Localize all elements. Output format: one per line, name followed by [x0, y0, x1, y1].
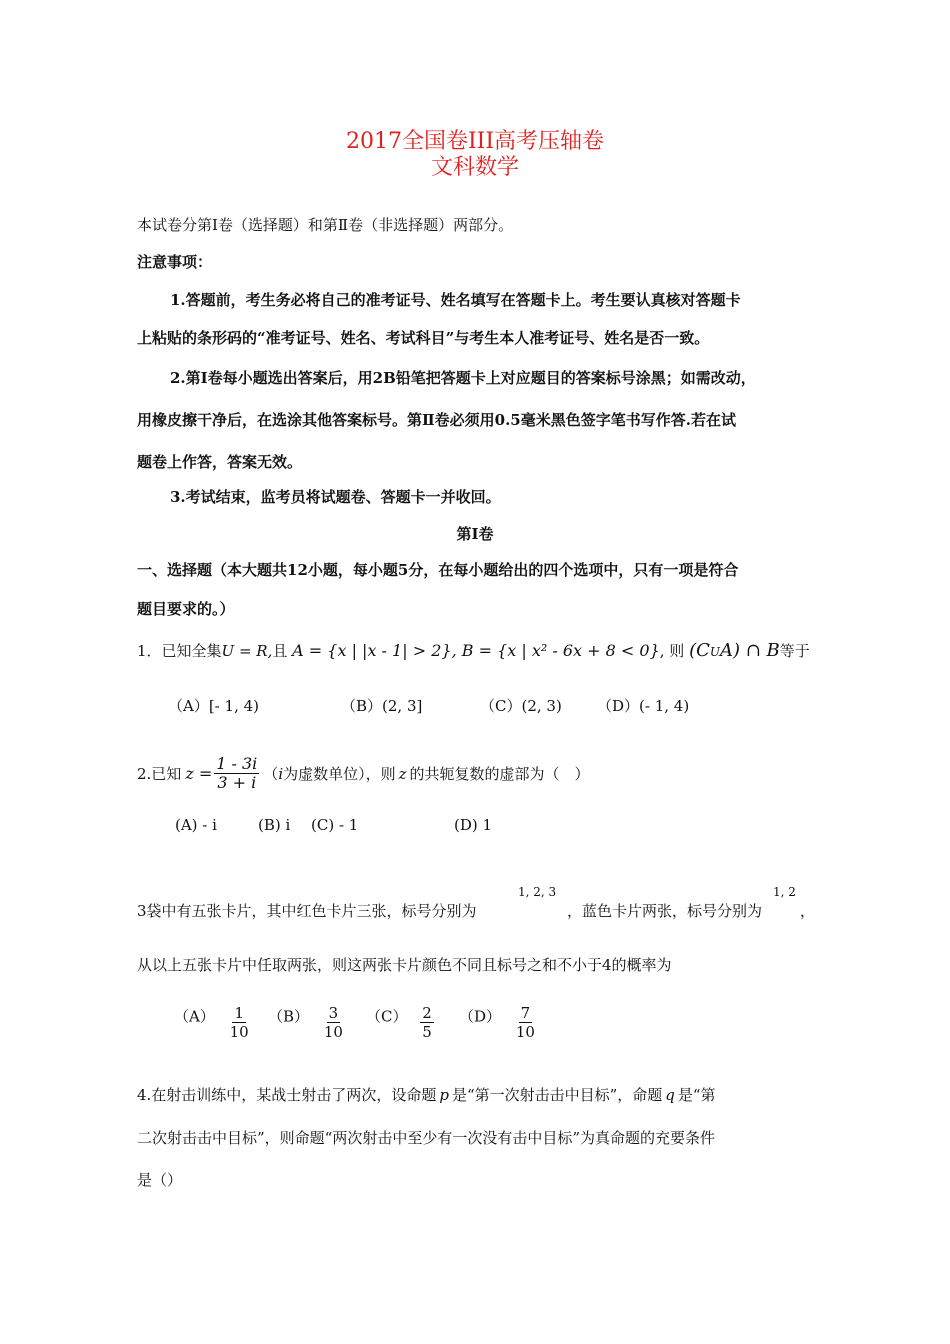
notice-item-2-line-1: 2.第Ⅰ卷每小题选出答案后，用2B铅笔把答题卡上对应题目的答案标号涂黑；如需改动， [170, 369, 756, 387]
q4-line-1c: 是“第 [677, 1086, 716, 1104]
q3-line-1b: ，蓝色卡片两张，标号分别为 [567, 902, 763, 920]
q3-option-d-num: 7 [520, 1004, 531, 1022]
q1-target-open: (C [689, 640, 710, 661]
exam-subtitle: 文科数学 [430, 155, 519, 180]
q3-option-c-label: （C） [366, 1007, 408, 1026]
q2-fraction [214, 755, 259, 792]
section-1-line-2: 题目要求的。） [137, 600, 235, 618]
q2-option-b[interactable]: (B) i [258, 816, 291, 834]
question-1 [137, 640, 810, 661]
q2-note: 为虚数单位），则 [283, 765, 396, 783]
part-1-heading: 第Ⅰ卷 [456, 525, 494, 543]
q3-red-labels: 1, 2, 3 [518, 885, 557, 899]
q4-line-1a: 4.在射击训练中，某战士射击了两次，设命题 [137, 1086, 437, 1104]
q2-suffix: 的共轭复数的虚部为（ ） [409, 765, 590, 783]
q2-numerator: 1 - 3i [216, 754, 258, 773]
notice-heading: 注意事项： [137, 253, 213, 271]
q1-universal-set: U = R, [221, 642, 273, 660]
q1-target-rest: A) ∩ B [720, 640, 780, 661]
q2-prefix: 2.已知 [137, 765, 182, 783]
q1-and: 且 [272, 642, 288, 660]
q3-option-c[interactable] [366, 994, 434, 1041]
q1-then: , 则 [659, 642, 685, 660]
q3-option-d-den: 10 [515, 1023, 535, 1041]
notice-item-3: 3.考试结束，监考员将试题卷、答题卡一并收回。 [170, 488, 501, 506]
q3-option-b-label: （B） [268, 1007, 310, 1026]
exam-title: 2017全国卷III高考压轴卷 [345, 129, 605, 154]
q3-blue-labels: 1, 2 [773, 885, 796, 899]
q3-option-a-fraction [228, 1004, 251, 1041]
q1-suffix: 等于 [779, 642, 810, 660]
q3-option-a-den: 10 [229, 1023, 249, 1041]
q4-line-1 [137, 1084, 716, 1105]
q3-line-2: 从以上五张卡片中任取两张，则这两张卡片颜色不同且标号之和不小于4的概率为 [137, 956, 672, 974]
q3-option-c-num: 2 [422, 1004, 432, 1022]
q3-option-d[interactable] [459, 994, 537, 1041]
notice-item-1-line-2: 上粘贴的条形码的“准考证号、姓名、考试科目”与考生本人准考证号、姓名是否一致。 [137, 329, 710, 347]
q2-option-c[interactable]: (C) - 1 [311, 816, 359, 834]
q3-option-a-label: （A） [174, 1007, 215, 1026]
q3-line-1a: 3袋中有五张卡片，其中红色卡片三张，标号分别为 [137, 902, 477, 920]
q3-option-b-fraction [322, 1004, 345, 1041]
q2-option-d[interactable]: (D) 1 [454, 816, 493, 834]
q2-option-a[interactable]: (A) - i [175, 816, 217, 834]
q2-denominator: 3 + i [217, 773, 257, 792]
q3-option-a[interactable] [174, 994, 251, 1041]
q4-line-3: 是（） [137, 1171, 183, 1189]
q2-z-eq: z = [185, 764, 213, 783]
q2-i-symbol: i [278, 764, 284, 783]
q1-prefix: 1．已知全集 [137, 642, 222, 660]
q4-proposition-p: p [439, 1086, 449, 1104]
q3-option-b-den: 10 [323, 1023, 343, 1041]
q3-option-c-fraction [420, 1004, 434, 1041]
notice-item-1-line-1: 1.答题前，考生务必将自己的准考证号、姓名填写在答题卡上。考生要认真核对答题卡 [170, 291, 741, 309]
q4-line-2: 二次射击击中目标”，则命题“两次射击中至少有一次没有击中目标”为真命题的充要条件 [137, 1129, 716, 1147]
q1-option-a[interactable]: （A）[- 1, 4) [168, 697, 259, 715]
q4-line-1b: 是“第一次射击击中目标”，命题 [451, 1086, 663, 1104]
section-1-line-1: 一、选择题（本大题共12小题，每小题5分，在每小题给出的四个选项中，只有一项是符合 [137, 561, 739, 579]
q3-option-c-den: 5 [422, 1023, 432, 1041]
notice-item-2-line-3: 题卷上作答，答案无效。 [137, 453, 303, 471]
q3-option-b[interactable] [268, 994, 345, 1041]
q4-proposition-q: q [665, 1086, 675, 1104]
q1-option-d[interactable]: （D）(- 1, 4) [597, 697, 690, 715]
question-2: 2.已知 z = $\frac{1 - 3i}{3 + i}$ （ i 为虚数单位），则 z 的共轭复数的虚部为（ ） [137, 754, 590, 792]
q3-line-1c: ， [800, 902, 816, 920]
q3-option-d-fraction [514, 1004, 537, 1041]
q2-z-var: z [398, 764, 407, 783]
q1-target-sub: U [709, 645, 720, 659]
q1-option-c[interactable]: （C）(2, 3) [480, 697, 562, 715]
q3-option-d-label: （D） [459, 1007, 502, 1026]
notice-item-2-line-2: 用橡皮擦干净后，在选涂其他答案标号。第Ⅱ卷必须用0.5毫米黑色签字笔书写作答.若在试 [137, 411, 736, 429]
q1-set-b: , B = {x | x² - 6x + 8 < 0} [451, 641, 660, 660]
q3-option-a-num: 1 [234, 1004, 244, 1022]
q1-option-b[interactable]: （B）(2, 3] [341, 697, 423, 715]
q1-set-a: A = {x | |x - 1| > 2} [292, 641, 452, 660]
intro-text: 本试卷分第Ⅰ卷（选择题）和第Ⅱ卷（非选择题）两部分。 [137, 216, 514, 234]
q3-option-b-num: 3 [328, 1004, 339, 1022]
